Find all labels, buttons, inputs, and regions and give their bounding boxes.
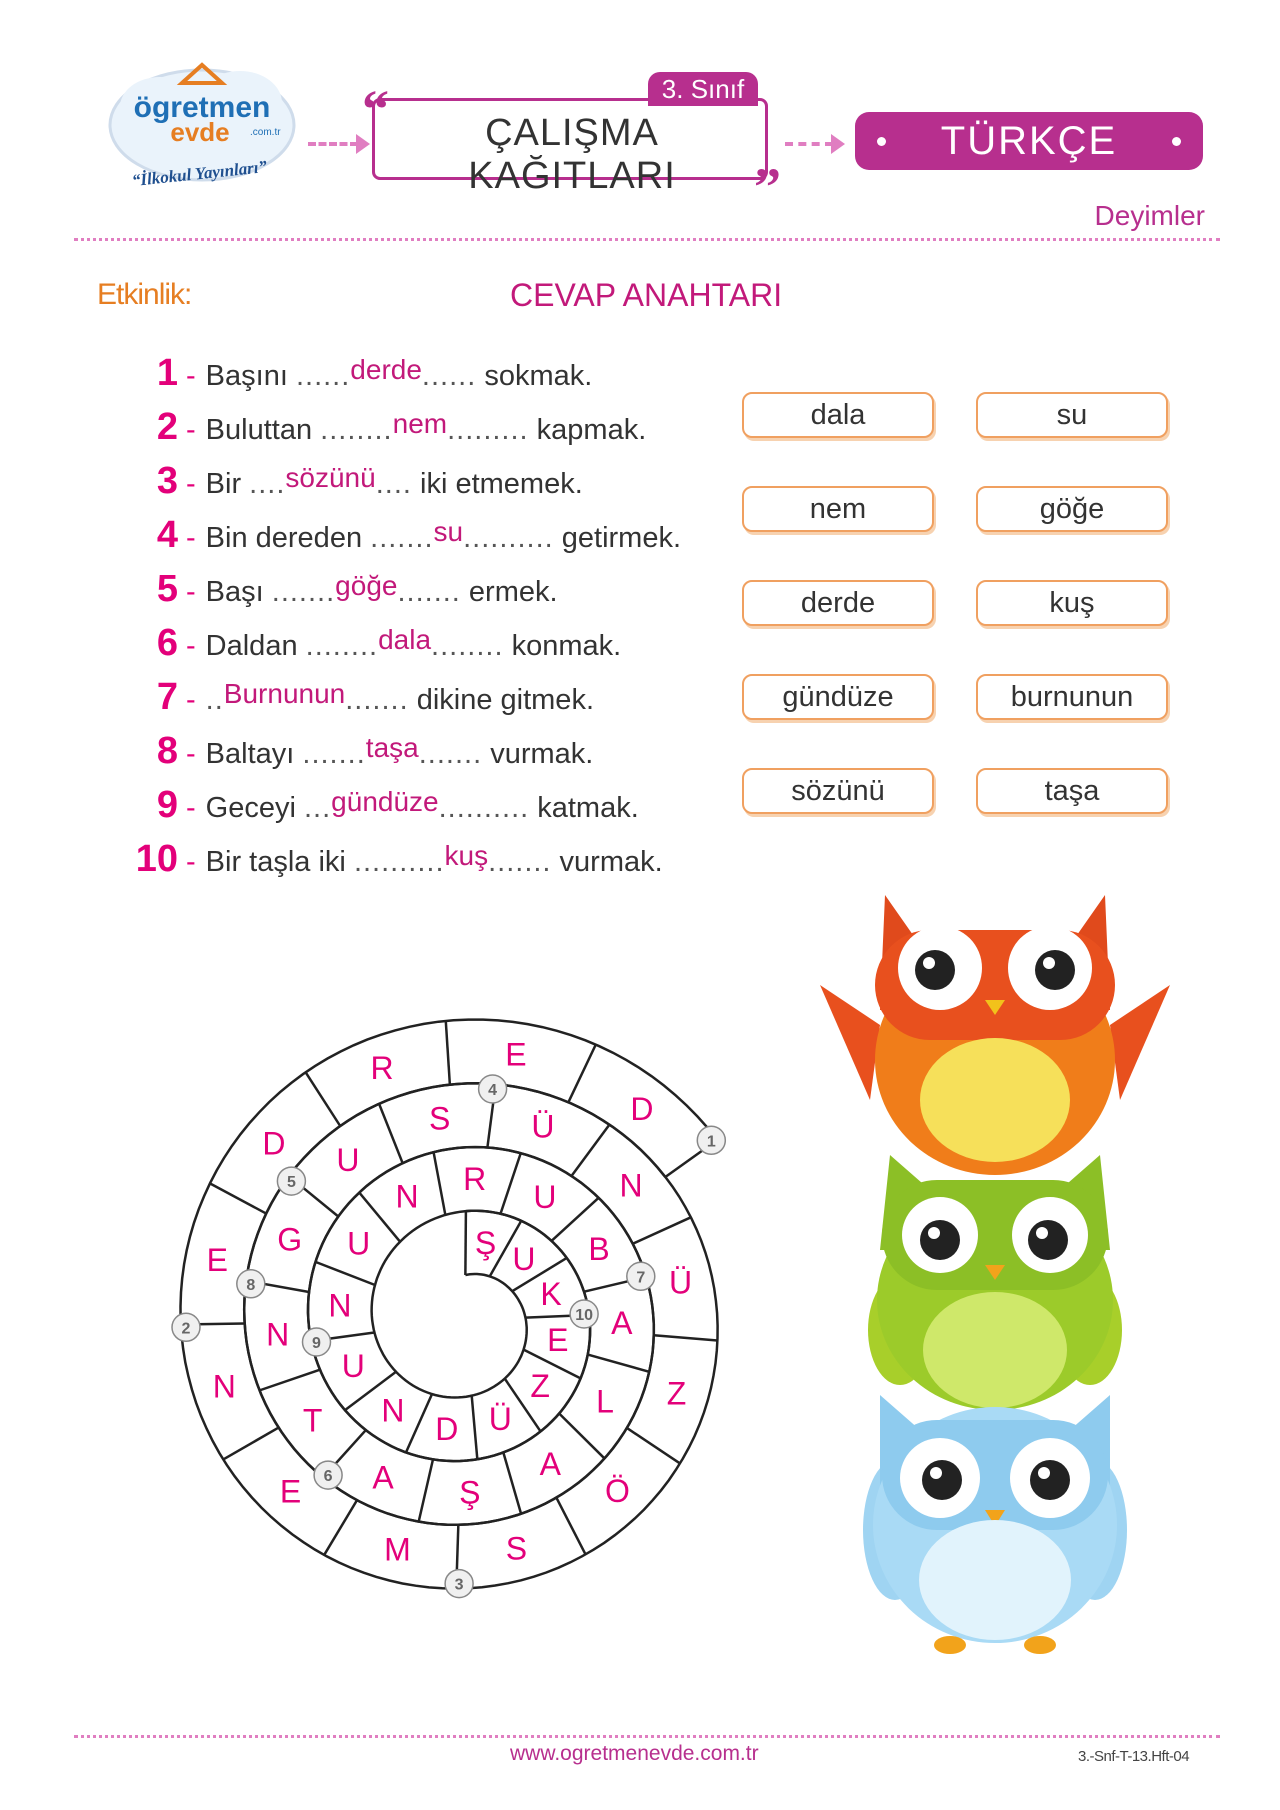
idiom-line bbox=[130, 568, 730, 612]
idiom-blank-dots: ....... bbox=[397, 576, 461, 608]
spiral-number-marker bbox=[314, 1461, 342, 1489]
letter-spiral-puzzle bbox=[150, 990, 800, 1630]
idiom-text-after: iki etmemek. bbox=[411, 468, 583, 500]
idiom-blank-dots: ........ bbox=[320, 414, 393, 446]
idiom-text-before: Başı bbox=[205, 576, 272, 608]
spiral-letter: N bbox=[212, 1368, 236, 1405]
header-arrow-left bbox=[308, 142, 358, 146]
spiral-letter: N bbox=[328, 1287, 352, 1324]
orange-owl bbox=[820, 895, 1170, 1175]
spiral-letter: E bbox=[505, 1036, 527, 1073]
spiral-letter: A bbox=[539, 1445, 561, 1482]
spiral-cell-divider bbox=[324, 1500, 357, 1555]
spiral-letter: G bbox=[277, 1221, 303, 1258]
spiral-letter: S bbox=[429, 1100, 451, 1137]
idiom-dash: - bbox=[186, 522, 196, 554]
idiom-text-before: Baltayı bbox=[205, 738, 303, 770]
spiral-letter: U bbox=[341, 1348, 365, 1384]
idiom-number: 6 bbox=[156, 622, 178, 664]
spiral-cell-divider bbox=[633, 1217, 691, 1243]
idiom-text-after: katmak. bbox=[529, 792, 639, 824]
idiom-answer: sözünü bbox=[285, 462, 376, 493]
footer-website-link[interactable]: www.ogretmenevde.com.tr bbox=[510, 1742, 759, 1765]
idiom-blank-dots: ....... bbox=[271, 576, 336, 608]
idiom-number: 10 bbox=[135, 838, 178, 880]
spiral-letter: U bbox=[336, 1142, 360, 1179]
word-box: burnunun bbox=[976, 674, 1168, 720]
marker-number: 6 bbox=[323, 1468, 333, 1486]
spiral-cell-divider bbox=[210, 1183, 266, 1213]
idiom-blank-dots: ...... bbox=[421, 360, 477, 392]
spiral-number-marker bbox=[172, 1313, 200, 1341]
spiral-letter: Z bbox=[530, 1368, 550, 1405]
answer-key-title: CEVAP ANAHTARI bbox=[510, 277, 783, 313]
green-owl bbox=[868, 1155, 1122, 1410]
spiral-inner-line bbox=[244, 1083, 665, 1525]
subject-label: TÜRKÇE bbox=[940, 119, 1118, 163]
spiral-cell-divider bbox=[571, 1125, 609, 1176]
idiom-dash: - bbox=[186, 468, 196, 500]
marker-number: 5 bbox=[286, 1174, 296, 1192]
spiral-letter: D bbox=[435, 1410, 459, 1447]
idiom-dash: - bbox=[186, 360, 196, 392]
header-arrow-right-tip bbox=[831, 134, 845, 154]
idiom-answer: taşa bbox=[365, 732, 419, 763]
idiom-blank-dots: ......... bbox=[447, 414, 529, 446]
spiral-letter: E bbox=[279, 1473, 302, 1510]
marker-number: 4 bbox=[488, 1082, 498, 1099]
word-box: kuş bbox=[976, 580, 1168, 626]
spiral-cell-divider bbox=[434, 1152, 446, 1215]
idiom-blank-dots: .......... bbox=[353, 846, 445, 878]
activity-label: Etkinlik: bbox=[97, 278, 192, 311]
idiom-answer: göğe bbox=[335, 570, 398, 601]
marker-number: 2 bbox=[181, 1320, 191, 1338]
word-box: taşa bbox=[976, 768, 1168, 814]
idiom-number: 4 bbox=[156, 514, 178, 556]
word-box: göğe bbox=[976, 486, 1168, 532]
ogretmenevde-logo bbox=[100, 55, 305, 205]
spiral-letter: U bbox=[347, 1225, 371, 1262]
idiom-text-after: vurmak. bbox=[551, 846, 663, 878]
idiom-line bbox=[130, 406, 730, 450]
marker-number: 3 bbox=[454, 1576, 464, 1594]
footer-document-code: 3.-Snf-T-13.Hft-04 bbox=[1078, 1748, 1190, 1765]
spiral-letter: N bbox=[381, 1392, 405, 1429]
word-box: derde bbox=[742, 580, 934, 626]
idiom-line bbox=[130, 838, 730, 882]
spiral-cell-divider bbox=[315, 1262, 375, 1285]
spiral-number-marker bbox=[697, 1126, 725, 1154]
spiral-cell-divider bbox=[406, 1394, 432, 1452]
spiral-cell-divider bbox=[465, 1211, 466, 1275]
idiom-line bbox=[130, 676, 730, 720]
spiral-cell-divider bbox=[503, 1452, 521, 1513]
spiral-number-marker bbox=[277, 1167, 305, 1195]
idiom-line bbox=[130, 622, 730, 666]
idiom-text-after: sokmak. bbox=[476, 360, 593, 392]
idiom-number: 1 bbox=[156, 352, 178, 394]
spiral-cell-divider bbox=[306, 1072, 341, 1126]
idiom-number: 5 bbox=[156, 568, 178, 610]
idiom-number: 3 bbox=[156, 460, 178, 502]
topic-label: Deyimler bbox=[1094, 200, 1205, 231]
idiom-dash: - bbox=[186, 630, 196, 662]
idiom-text-after: ermek. bbox=[460, 576, 558, 608]
idiom-dash: - bbox=[186, 738, 196, 770]
idiom-number: 2 bbox=[156, 406, 178, 448]
spiral-letter: M bbox=[384, 1531, 411, 1568]
idiom-dash: - bbox=[186, 576, 196, 608]
idiom-text-before: Bin dereden bbox=[205, 522, 371, 554]
marker-number: 9 bbox=[312, 1335, 321, 1352]
spiral-number-marker bbox=[303, 1328, 331, 1356]
spiral-letter: K bbox=[540, 1276, 562, 1312]
spiral-cell-divider bbox=[260, 1370, 320, 1391]
spiral-cell-divider bbox=[223, 1428, 278, 1460]
idiom-text-before: Buluttan bbox=[205, 414, 321, 446]
pill-dot-left bbox=[877, 137, 886, 146]
spiral-letter: S bbox=[505, 1530, 528, 1567]
pill-dot-right bbox=[1172, 137, 1181, 146]
idiom-text-before: Bir bbox=[205, 468, 250, 500]
blue-owl bbox=[863, 1395, 1127, 1654]
spiral-cell-divider bbox=[588, 1355, 649, 1372]
idiom-number: 9 bbox=[156, 784, 178, 826]
spiral-letter: D bbox=[262, 1125, 286, 1162]
idiom-line bbox=[130, 460, 730, 504]
idiom-blank-dots: .... bbox=[249, 468, 286, 500]
header-arrow-right bbox=[785, 142, 833, 146]
idiom-text-after: vurmak. bbox=[482, 738, 594, 770]
idiom-text-after: konmak. bbox=[503, 630, 622, 662]
idiom-text-after: getirmek. bbox=[553, 522, 682, 554]
subject-badge bbox=[855, 112, 1203, 170]
idiom-blank-dots: ........ bbox=[431, 630, 504, 662]
idiom-text-before: Bir taşla iki bbox=[205, 846, 354, 878]
spiral-cell-divider bbox=[627, 1428, 680, 1463]
idiom-blank-dots: ....... bbox=[302, 738, 366, 770]
spiral-number-marker bbox=[570, 1300, 598, 1328]
spiral-cell-divider bbox=[559, 1413, 604, 1458]
spiral-cell-divider bbox=[501, 1153, 521, 1214]
idiom-blank-dots: ....... bbox=[345, 684, 409, 716]
idiom-number: 8 bbox=[156, 730, 178, 772]
quote-close-mark: ” bbox=[754, 157, 781, 217]
spiral-letter: R bbox=[370, 1050, 394, 1087]
idiom-blank-dots: ....... bbox=[370, 522, 434, 554]
word-box: sözünü bbox=[742, 768, 934, 814]
spiral-letter: Ö bbox=[605, 1472, 630, 1509]
logo-domain: .com.tr bbox=[250, 127, 281, 138]
idiom-line bbox=[130, 784, 730, 828]
idiom-dash: - bbox=[186, 792, 196, 824]
idiom-answer: nem bbox=[392, 408, 448, 439]
quote-open-mark: “ bbox=[362, 79, 389, 139]
spiral-letter: N bbox=[266, 1316, 290, 1353]
word-box: dala bbox=[742, 392, 934, 438]
spiral-cell-divider bbox=[446, 1021, 450, 1085]
idiom-blank-dots: .......... bbox=[463, 522, 554, 554]
spiral-letter: A bbox=[611, 1305, 633, 1342]
grade-tab: 3. Sınıf bbox=[648, 72, 758, 106]
idiom-dash: - bbox=[186, 414, 196, 446]
idiom-dash: - bbox=[186, 846, 196, 878]
page-title: ÇALIŞMA KAĞITLARI bbox=[468, 112, 676, 197]
idiom-blank-dots: ....... bbox=[488, 846, 552, 878]
divider-bottom bbox=[74, 1735, 1220, 1738]
spiral-cell-divider bbox=[568, 1045, 595, 1103]
idiom-blank-dots: ....... bbox=[418, 738, 483, 770]
idiom-text-after: dikine gitmek. bbox=[408, 684, 594, 716]
marker-number: 10 bbox=[575, 1307, 593, 1324]
idiom-line bbox=[130, 514, 730, 558]
spiral-letter: R bbox=[463, 1160, 487, 1197]
word-box: su bbox=[976, 392, 1168, 438]
logo-subtext: evde bbox=[170, 117, 230, 147]
spiral-letter: E bbox=[206, 1241, 228, 1278]
marker-number: 8 bbox=[246, 1276, 256, 1294]
idiom-text-before: Daldan bbox=[205, 630, 306, 662]
spiral-letter: T bbox=[302, 1402, 323, 1439]
spiral-letter: N bbox=[619, 1167, 643, 1204]
word-box: nem bbox=[742, 486, 934, 532]
owl-stack-illustration bbox=[810, 890, 1180, 1680]
idiom-answer: derde bbox=[350, 354, 422, 385]
idiom-line bbox=[130, 730, 730, 774]
spiral-letter: A bbox=[372, 1459, 394, 1496]
divider-top bbox=[74, 238, 1220, 241]
spiral-cell-divider bbox=[556, 1498, 585, 1555]
idiom-text-before: Başını bbox=[205, 360, 296, 392]
spiral-letter: L bbox=[596, 1383, 614, 1420]
idiom-dash: - bbox=[186, 684, 196, 716]
spiral-letter: Ü bbox=[531, 1108, 555, 1145]
spiral-cell-divider bbox=[654, 1335, 718, 1340]
idiom-answer: dala bbox=[378, 624, 432, 655]
spiral-letter: Ş bbox=[459, 1474, 481, 1511]
idiom-number: 7 bbox=[156, 676, 178, 718]
word-box: gündüze bbox=[742, 674, 934, 720]
idiom-blank-dots: .. bbox=[205, 684, 224, 716]
marker-number: 1 bbox=[706, 1133, 716, 1151]
idiom-line bbox=[130, 352, 730, 396]
idiom-text-after: kapmak. bbox=[528, 414, 647, 446]
logo-text: ögretmen bbox=[133, 91, 271, 124]
spiral-number-marker bbox=[479, 1075, 507, 1103]
spiral-letter: N bbox=[395, 1178, 419, 1215]
spiral-cell-divider bbox=[472, 1396, 478, 1460]
idiom-blank-dots: ... bbox=[304, 792, 332, 824]
spiral-letter: Ü bbox=[668, 1264, 693, 1301]
idiom-answer: su bbox=[433, 516, 464, 547]
spiral-letter: D bbox=[630, 1090, 654, 1127]
spiral-letter: Ş bbox=[474, 1225, 497, 1262]
spiral-letter: Z bbox=[666, 1375, 687, 1412]
spiral-letter: U bbox=[512, 1241, 536, 1278]
spiral-letter: B bbox=[588, 1231, 610, 1267]
spiral-number-marker bbox=[627, 1262, 655, 1290]
idiom-answer: gündüze bbox=[331, 786, 439, 817]
spiral-letter: E bbox=[547, 1322, 569, 1359]
spiral-letter: Ü bbox=[488, 1401, 512, 1438]
idiom-blank-dots: ...... bbox=[295, 360, 351, 392]
idiom-answer: Burnunun bbox=[223, 678, 346, 709]
spiral-number-marker bbox=[445, 1570, 473, 1598]
marker-number: 7 bbox=[636, 1269, 646, 1287]
idiom-text-before: Geceyi bbox=[205, 792, 304, 824]
spiral-cell-divider bbox=[419, 1459, 433, 1521]
spiral-cell-divider bbox=[379, 1104, 403, 1163]
idiom-blank-dots: ........ bbox=[305, 630, 379, 662]
logo-tagline: “İlkokul Yayınları” bbox=[131, 156, 268, 191]
spiral-number-marker bbox=[237, 1270, 265, 1298]
spiral-letter: U bbox=[533, 1179, 557, 1216]
idiom-blank-dots: .......... bbox=[438, 792, 530, 824]
idiom-answer: kuş bbox=[444, 840, 489, 871]
idiom-blank-dots: .... bbox=[375, 468, 412, 500]
